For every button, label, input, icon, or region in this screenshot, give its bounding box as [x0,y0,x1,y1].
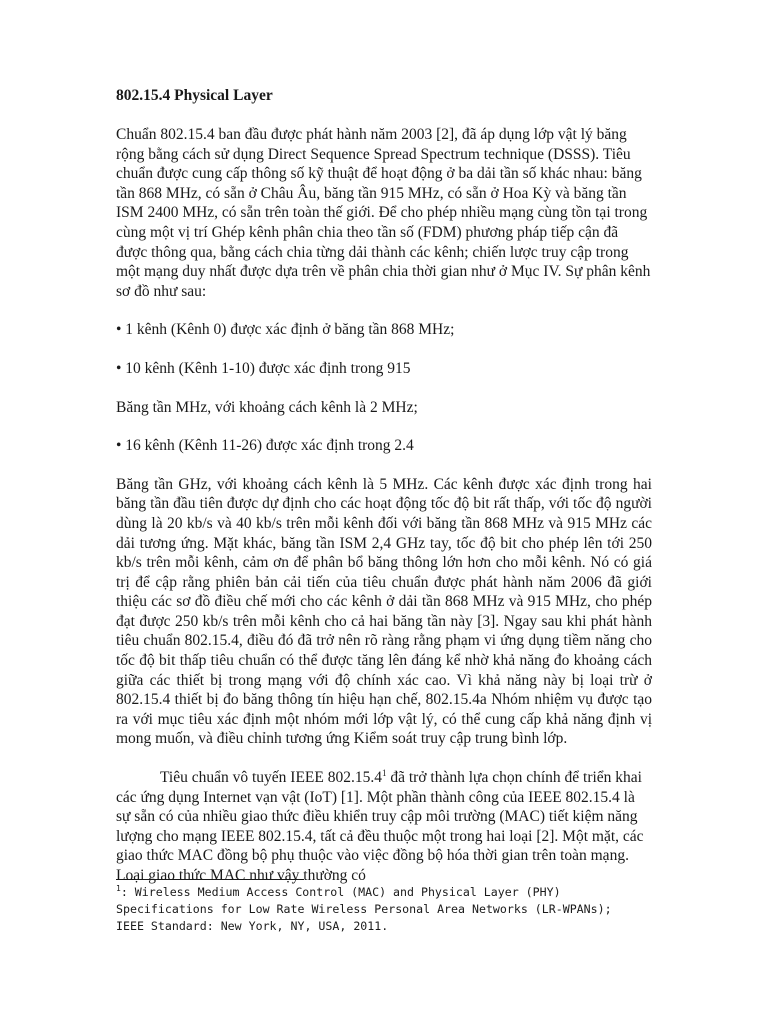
section-heading: 802.15.4 Physical Layer [116,87,273,104]
bullet-item-2400: • 16 kênh (Kênh 11-26) được xác định trong 2.4 [116,437,414,455]
footnote [116,884,646,935]
bullet-item-915: • 10 kênh (Kênh 1-10) được xác định trong 915 [116,359,411,377]
paragraph-ieee-standard [116,768,652,886]
paragraph-ieee-text-start: Tiêu chuẩn vô tuyến IEEE 802.15.4 [160,769,382,787]
bullet-item-868: • 1 kênh (Kênh 0) được xác định ở băng tần 868 MHz; [116,321,455,339]
footnote-reference-mark: 1 [382,767,387,778]
footnote-mark: 1 [116,884,121,894]
paragraph-intro: Chuẩn 802.15.4 ban đầu được phát hành năm 2003 [2], đã áp dụng lớp vật lý băng rộng bằng cách sử dụng Direct Sequence Spread Spectrum technique (DSSS). Tiêu chuẩn được cung cấp thông số kỹ thuật để hoạt động ở ba dải tần số khác nhau: băng tần 868 MHz, có sẵn ở Châu Âu, băng tần 915 MHz, có sẵn ở Hoa Kỳ và băng tần ISM 2400 MHz, có sẵn trên toàn thế giới. Để cho phép nhiều mạng cùng tồn tại trong cùng một vị trí Ghép kênh phân chia theo tần số (FDM) phương pháp tiếp cận đã được thông qua, bằng cách chia từng dải thành các kênh; chiến lược truy cập trong một mạng duy nhất được dựa trên về phân chia thời gian như ở Mục IV. Sự phân kênh sơ đồ như sau: [116,126,651,300]
paragraph-channels: Băng tần GHz, với khoảng cách kênh là 5 MHz. Các kênh được xác định trong hai băng tần đầu tiên được dự định cho các hoạt động tốc độ bit rất thấp, với tốc độ người dùng là 20 kb/s và 40 kb/s trên mỗi kênh đối với băng tần 868 MHz và 915 MHz các dải tương ứng. Mặt khác, băng tần ISM 2,4 GHz tay, tốc độ bit cho phép lên tới 250 kb/s trên mỗi kênh, cảm ơn để phân bổ băng thông lớn hơn cho mỗi kênh. Nó có giá trị để cập rằng phiên bản cải tiến của tiêu chuẩn được phát hành năm 2006 đã giới thiệu các sơ đồ điều chế mới cho các kênh ở dải tần 868 MHz và 915 MHz, cho phép đạt được 250 kb/s trên mỗi kênh cho cả hai băng tần này [3]. Ngay sau khi phát hành tiêu chuẩn 802.15.4, điều đó đã trở nên rõ ràng rằng phạm vi ứng dụng tiềm năng cho tốc độ bit thấp tiêu chuẩn có thể được tăng lên đáng kể nhờ khả năng đo khoảng cách giữa các thiết bị trong mạng với độ chính xác cao. Vì khả năng này bị loại trừ ở 802.15.4 thiết bị đo băng thông tín hiệu hạn chế, 802.15.4a Nhóm nhiệm vụ được tạo ra với mục tiêu xác định một nhóm mới lớp vật lý, có thể cung cấp khả năng định vị mong muốn, và điều chỉnh tương ứng Kiểm soát truy cập trung bình lớp. [116,475,652,748]
footnote-text: : Wireless Medium Access Control (MAC) and Physical Layer (PHY) Specifications for Low Rate Wireless Personal Area Networks (LR-WPANs); IEEE Standard: New York, NY, USA, 2011. [116,885,619,933]
paragraph-ieee-text-end: đã trở thành lựa chọn chính để triển khai các ứng dụng Internet vạn vật (IoT) [1]. Một phần thành công của IEEE 802.15.4 là sự sẵn có của nhiều giao thức điều khiển truy cập môi trường (MAC) tiết kiệm năng lượng cho mạng IEEE 802.15.4, tất cả đều thuộc một trong hai loại [2]. Một mặt, các giao thức MAC đồng bộ phụ thuộc vào việc đồng bộ hóa thời gian trên toàn mạng. Loại giao thức MAC như vậy thường có [116,769,644,884]
paragraph-915-spacing: Băng tần MHz, với khoảng cách kênh là 2 MHz; [116,398,418,416]
footnote-separator [116,879,304,880]
document-body [116,86,652,905]
